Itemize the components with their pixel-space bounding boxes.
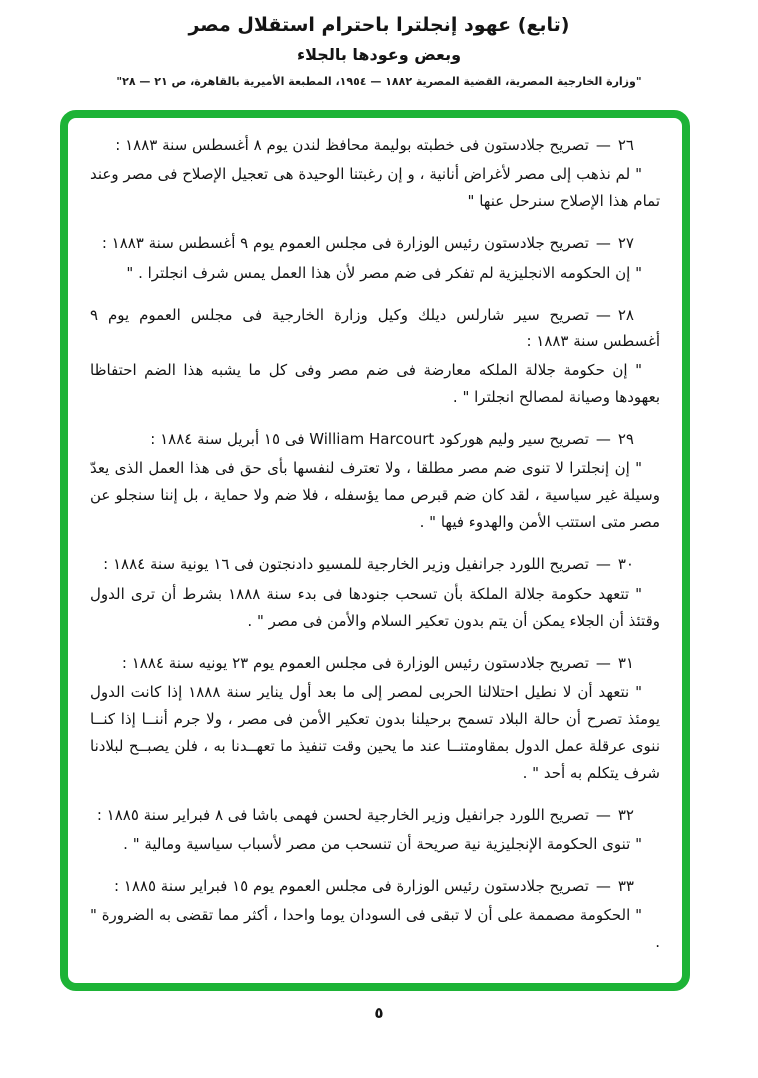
entry-quote: " تنوى الحكومة الإنجليزية نية صريحة أن تنسحب من مصر لأسباب سياسية ومالية " . xyxy=(123,835,642,853)
entry-separator: — xyxy=(595,877,611,895)
document-title: (تابع) عهود إنجلترا باحترام استقلال مصر xyxy=(188,14,570,36)
entry-number: ٢٦ xyxy=(617,136,634,154)
entry-heading xyxy=(90,302,660,355)
entry-heading-text: تصريح جلادستون فى خطبته بوليمة محافظ لندن يوم ٨ أغسطس سنة ١٨٨٣ : xyxy=(115,136,589,154)
entry-number: ٣٣ xyxy=(617,877,634,895)
entry-number: ٢٧ xyxy=(617,234,634,253)
declaration-entry xyxy=(90,132,660,215)
entry-heading xyxy=(90,802,660,828)
entry-heading-text: تصريح اللورد جرانفيل وزير الخارجية لحسن فهمى باشا فى ٨ فبراير سنة ١٨٨٥ : xyxy=(96,805,589,824)
declaration-entry xyxy=(90,873,660,956)
entry-heading xyxy=(90,551,660,577)
declaration-entry xyxy=(90,650,660,787)
declaration-entry xyxy=(90,551,660,634)
entry-quote: " الحكومة مصممة على أن لا تبقى فى السودان يوما واحدا ، أكثر مما تقضى به الضرورة " . xyxy=(90,906,660,952)
entry-separator: — xyxy=(595,305,611,324)
entry-separator: — xyxy=(595,555,611,574)
entry-separator: — xyxy=(595,136,611,154)
entry-heading-text: تصريح سير شارلس ديلك وكيل وزارة الخارجية فى مجلس العموم يوم ٩ أغسطس سنة ١٨٨٣ : xyxy=(90,305,660,350)
entry-heading xyxy=(90,650,660,676)
entry-heading-text: تصريح سير وليم هوركود William Harcourt فى ١٥ أبريل سنة ١٨٨٤ : xyxy=(150,430,589,448)
entry-number: ٣٠ xyxy=(617,555,634,574)
entry-quote: " لم نذهب إلى مصر لأغراض أنانية ، و إن رغبتنا الوحيدة هى تعجيل الإصلاح فى مصر وعند تمام هذا الإصلاح سنرحل عنها " xyxy=(90,165,660,211)
declaration-entry xyxy=(90,302,660,412)
entry-heading xyxy=(90,132,660,158)
declaration-entry xyxy=(90,230,660,286)
source-citation: "وزارة الخارجية المصرية، القضية المصرية ١٨٨٢ — ١٩٥٤، المطبعة الأميرية بالقاهرة، ص ٢١ — ٢٨" xyxy=(116,75,642,88)
entry-number: ٣٢ xyxy=(617,805,634,824)
entry-heading-text: تصريح اللورد جرانفيل وزير الخارجية للمسيو دادنجتون فى ١٦ يونية سنة ١٨٨٤ : xyxy=(103,555,589,574)
entry-number: ٢٨ xyxy=(617,305,634,324)
entry-separator: — xyxy=(595,805,611,824)
entry-heading xyxy=(90,230,660,256)
page-number: ٥ xyxy=(374,1004,384,1022)
declaration-entry xyxy=(90,802,660,858)
entry-heading-text: تصريح جلادستون رئيس الوزارة فى مجلس العموم يوم ٩ أغسطس سنة ١٨٨٣ : xyxy=(101,234,589,253)
entry-heading-text: تصريح جلادستون رئيس الوزارة فى مجلس العموم يوم ٢٣ يونيه سنة ١٨٨٤ : xyxy=(121,653,589,672)
entry-quote: " إن إنجلترا لا تنوى ضم مصر مطلقا ، ولا تعترف لنفسها بأى حق فى هذا العمل الذى يعدّ وسيلة غير سياسية ، لقد كان ضم قبرص مما يؤسفله ، فلا ضم ولا حماية ، بل إننا سنجلو عن مصر متى استتب الأمن والهدوء فيها " . xyxy=(90,459,660,532)
entry-number: ٢٩ xyxy=(617,430,634,448)
entries-list xyxy=(90,132,660,956)
entry-separator: — xyxy=(595,234,611,253)
entry-quote: " نتعهد أن لا نطيل احتلالنا الحربى لمصر إلى ما بعد أول يناير سنة ١٨٨٨ إذا كانت الدول يومئذ تصرح أن حالة البلاد تسمح برحيلنا بدون تعكير الأمن فى مصر ، ولا جرم أننــا إذا كنــا ننوى عرقلة عمل الدول بمقاومتنــا عند ما يحين وقت تنفيذ ما تعهــدنا به ، فلن يصبــح لبلادنا شرف يتكلم به أحد " . xyxy=(90,682,660,782)
entry-separator: — xyxy=(595,653,611,672)
green-frame xyxy=(60,110,690,991)
entry-quote: " تتعهد حكومة جلالة الملكة بأن تسحب جنودها فى بدء سنة ١٨٨٨ بشرط أن ترى الدول وقتئذ أن الجلاء يمكن أن يتم بدون تعكير السلام والأمن فى مصر " . xyxy=(90,584,660,630)
declaration-entry xyxy=(90,426,660,536)
document-header xyxy=(0,0,758,88)
document-subtitle: وبعض وعودها بالجلاء xyxy=(296,45,462,64)
entry-heading-text: تصريح جلادستون رئيس الوزارة فى مجلس العموم يوم ١٥ فبراير سنة ١٨٨٥ : xyxy=(113,877,589,895)
entry-number: ٣١ xyxy=(617,653,634,672)
entry-quote: " إن الحكومه الانجليزية لم تفكر فى ضم مصر لأن هذا العمل يمس شرف انجلترا . " xyxy=(126,263,642,282)
entry-separator: — xyxy=(595,430,611,448)
entry-heading xyxy=(90,873,660,899)
entry-heading xyxy=(90,426,660,452)
entry-quote: " إن حكومة جلالة الملكه معارضة فى ضم مصر وفى كل ما يشبه هذا الضم احتفاظا بعهودها وصيانة لمصالح انجلترا " . xyxy=(90,361,660,406)
